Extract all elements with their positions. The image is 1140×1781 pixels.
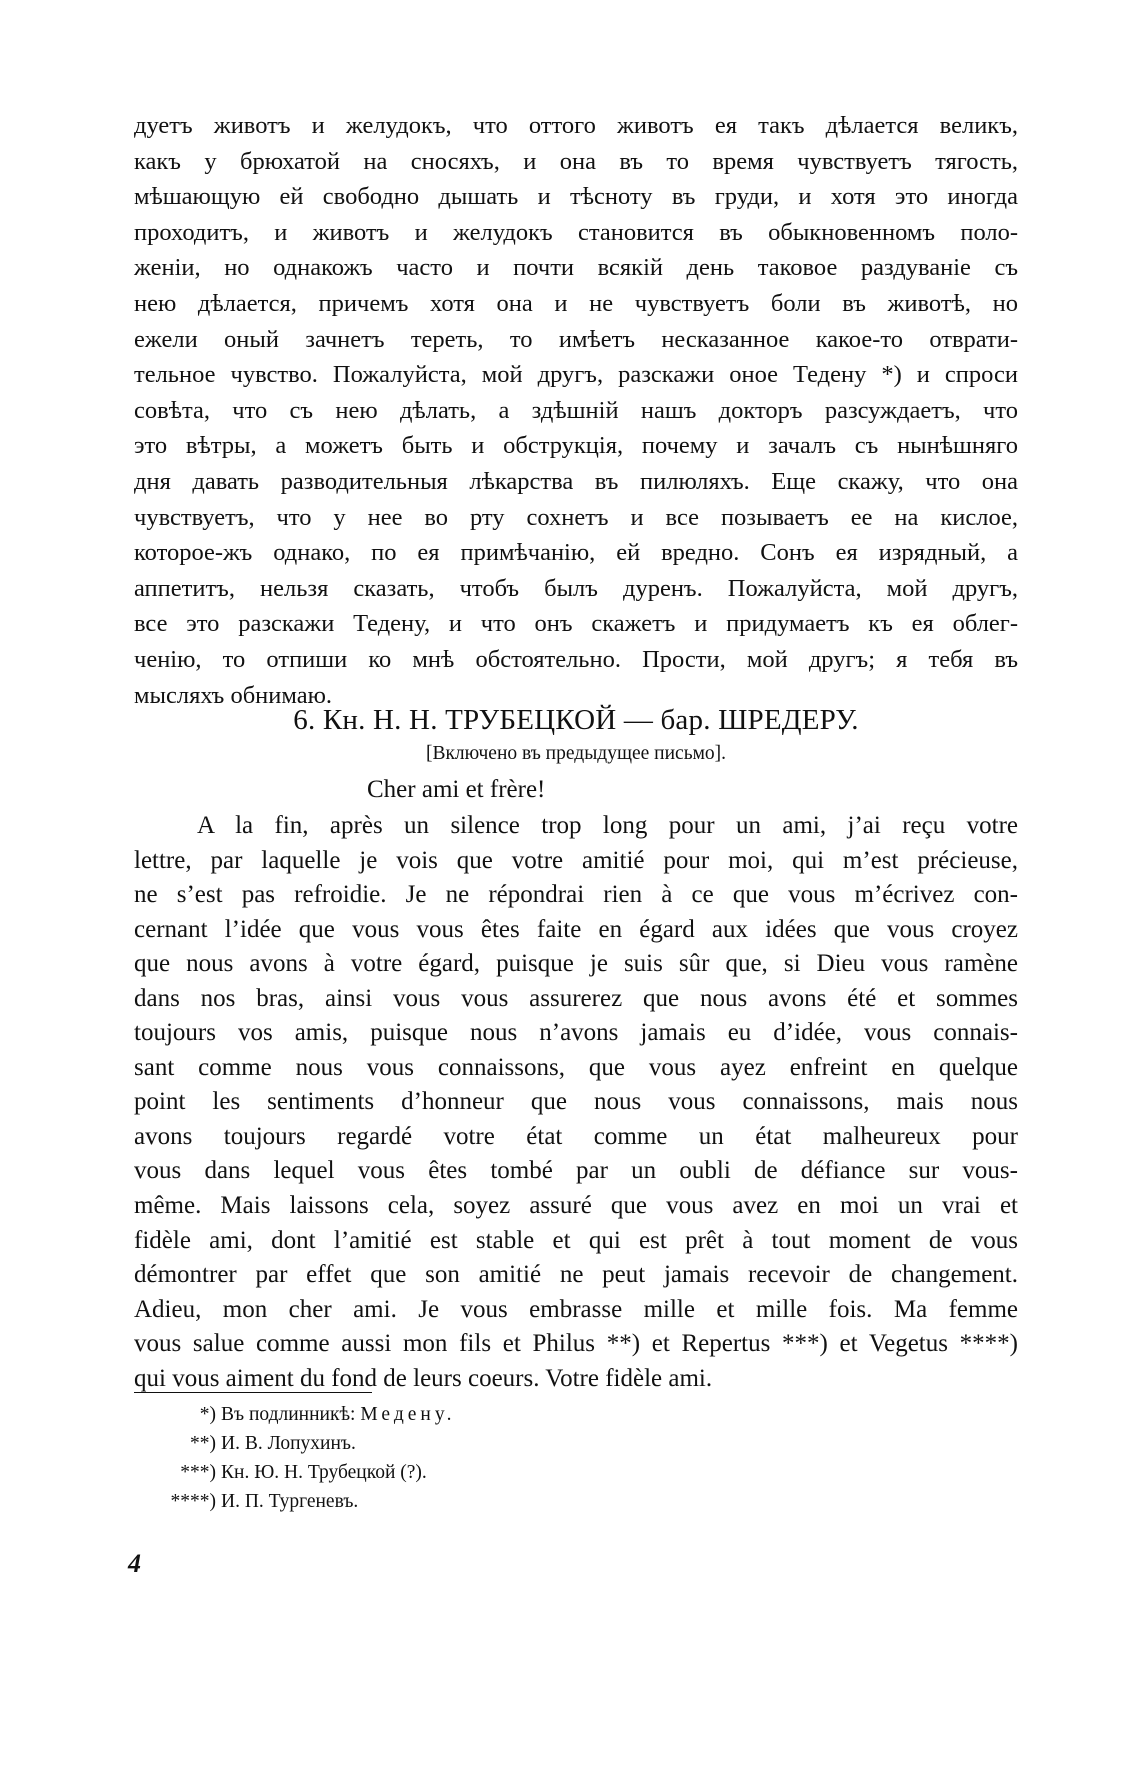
french-text-line: cernant l’idée que vous vous êtes faite en égard aux idées que vous croyez (134, 915, 1018, 943)
footnote-item (156, 1458, 656, 1487)
french-text-line: lettre, par laquelle je vois que votre amitié pour moi, qui m’est précieuse, (134, 846, 1018, 874)
russian-paragraph (134, 108, 1018, 713)
footnote-mark: ****) (170, 1491, 216, 1512)
french-text-line: vous salue comme aussi mon fils et Philus **) et Repertus ***) et Vegetus ****) (134, 1330, 1018, 1358)
french-text-line: fidèle ami, dont l’amitié est stable et qui est prêt à tout moment de vous (134, 1226, 1018, 1254)
letter-note: [Включено въ предыдущее письмо]. (425, 743, 727, 764)
french-letter-body (134, 809, 1018, 1396)
footnote-spaced-text: Медену. (360, 1404, 456, 1425)
letter-salutation: Cher ami et frère! (367, 776, 546, 803)
russian-text-line: все это разскажи Тедену, и что онъ скажетъ и придумаетъ къ ея облег- (134, 610, 1018, 638)
footnote-item (156, 1429, 656, 1458)
french-text-line: A la fin, après un silence trop long pour un ami, j’ai reçu votre (197, 812, 1018, 839)
french-text-line: qui vous aiment du fond de leurs coeurs. Votre fidèle ami. (134, 1364, 713, 1392)
french-text-line: point les sentiments d’honneur que nous vous connaissons, mais nous (134, 1088, 1018, 1116)
footnote-mark: *) (199, 1404, 216, 1425)
footnote-item (156, 1487, 656, 1516)
russian-text-line: аппетитъ, нельзя сказать, чтобъ былъ дуренъ. Пожалуйста, мой другъ, (134, 574, 1018, 602)
page-number: 4 (128, 1549, 141, 1578)
russian-text-line: ченію, то отпиши ко мнѣ обстоятельно. Прости, мой другъ; я тебя въ (134, 645, 1018, 673)
russian-text-line: дуетъ животъ и желудокъ, что оттого животъ ея такъ дѣлается великъ, (134, 112, 1018, 139)
french-text-line: dans nos bras, ainsi vous vous assurerez que nous avons été et sommes (134, 984, 1018, 1012)
russian-text-line: чувствуетъ, что у нее во рту сохнетъ и все позываетъ ее на кислое, (134, 503, 1018, 531)
french-text-line: démontrer par effet que son amitié ne peut jamais recevoir de changement. (134, 1261, 1018, 1289)
russian-text-line: это вѣтры, а можетъ быть и обструкція, почему и зачалъ съ нынѣшняго (134, 432, 1018, 460)
footnote-mark: ***) (180, 1462, 216, 1483)
footnote-text: Въ подлинникѣ: (221, 1404, 361, 1425)
footnote-text: Кн. Ю. Н. Трубецкой (?). (221, 1462, 427, 1483)
french-text-line: toujours vos amis, puisque nous n’avons jamais eu d’idée, vous connais- (134, 1019, 1018, 1047)
french-text-line: Adieu, mon cher ami. Je vous embrasse mille et mille fois. Ma femme (134, 1295, 1018, 1323)
french-text-line: avons toujours regardé votre état comme un état malheureux pour (134, 1122, 1018, 1150)
french-text-line: vous dans lequel vous êtes tombé par un oubli de défiance sur vous- (134, 1157, 1018, 1185)
russian-text-line: женіи, но однакожъ часто и почти всякій день таковое раздуваніе съ (134, 254, 1018, 282)
russian-text-line: какъ у брюхатой на сносяхъ, и она въ то время чувствуетъ тягость, (134, 147, 1018, 175)
russian-text-line: дня давать разводительныя лѣкарства въ пилюляхъ. Еще скажу, что она (134, 467, 1018, 495)
russian-text-line: тельное чувство. Пожалуйста, мой другъ, разскажи оное Тедену *) и спроси (134, 361, 1018, 389)
french-text-line: ne s’est pas refroidie. Je ne répondrai rien à ce que vous m’écrivez con- (134, 881, 1018, 909)
footnote-item (156, 1400, 656, 1429)
french-text-line: sant comme nous vous connaissons, que vous ayez enfreint en quelque (134, 1053, 1018, 1081)
french-text-line: que nous avons à votre égard, puisque je suis sûr que, si Dieu vous ramène (134, 950, 1018, 978)
russian-text-line: нею дѣлается, причемъ хотя она и не чувствуетъ боли въ животѣ, но (134, 289, 1018, 317)
russian-text-line: мысляхъ обнимаю. (134, 681, 333, 709)
russian-text-line: которое-жъ однако, по ея примѣчанію, ей вредно. Сонъ ея изрядный, а (134, 539, 1018, 567)
footnote-text: И. П. Тургеневъ. (221, 1491, 359, 1512)
russian-text-line: мѣшающую ей свободно дышать и тѣсноту въ груди, и хотя это иногда (134, 183, 1018, 211)
letter-heading: 6. Кн. Н. Н. ТРУБЕЦКОЙ — бар. ШРЕДЕРУ. (293, 704, 859, 736)
russian-text-line: ежели оный зачнетъ тереть, то имѣетъ несказанное какое-то отврати- (134, 325, 1018, 353)
footnotes-list (156, 1400, 656, 1516)
russian-text-line: совѣта, что съ нею дѣлать, а здѣшній нашъ докторъ разсуждаетъ, что (134, 396, 1018, 424)
footnote-text: И. В. Лопухинъ. (221, 1433, 356, 1454)
footnote-mark: **) (190, 1433, 216, 1454)
french-text-line: même. Mais laissons cela, soyez assuré que vous avez en moi un vrai et (134, 1192, 1018, 1220)
footnote-divider (134, 1392, 372, 1393)
russian-text-line: проходитъ, и животъ и желудокъ становится въ обыкновенномъ поло- (134, 218, 1018, 246)
